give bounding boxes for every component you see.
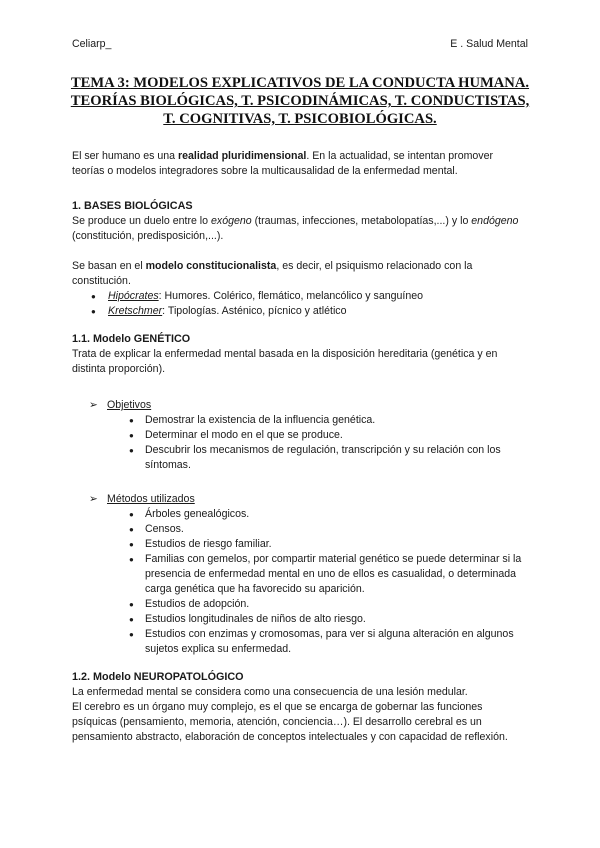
bullet-icon: ● [129,446,134,455]
list-item: ● Estudios con enzimas y cromosomas, para ver si alguna alteración en algunos sujetos explica su enfermedad. [129,628,514,655]
section-1-2-heading: 1.2. Modelo NEUROPATOLÓGICO [72,671,244,683]
list-item: ● Descubrir los mecanismos de regulación, transcripción y su relación con los síntomas. [129,444,501,471]
arrow-icon: ➢ [89,493,98,505]
section-1-2-paragraph-2: El cerebro es un órgano muy complejo, es el que se encarga de gobernar las funciones psíquicas (pensamiento, memoria, atención, conciencia…). El desarrollo cerebral es un pensamiento abstracto, elaboración de conceptos intelectuales y con capacidad de reflexión. [72,701,508,743]
list-item: ● Estudios longitudinales de niños de alto riesgo. [129,613,366,625]
section-1-2-paragraph-1: La enfermedad mental se considera como una consecuencia de una lesión medular. [72,686,468,698]
title-line-3: T. COGNITIVAS, T. PSICOBIOLÓGICAS. [163,111,437,127]
bullet-icon: ● [129,416,134,425]
bullet-icon: ● [129,540,134,549]
header-author: Celiarp_ [72,38,112,50]
objetivos-heading: ➢ Objetivos [89,399,152,411]
bullet-icon: ● [91,307,96,316]
arrow-icon: ➢ [89,399,98,411]
list-item: ● Hipócrates: Humores. Colérico, flemático, melancólico y sanguíneo [91,290,424,302]
section-1-1-paragraph: Trata de explicar la enfermedad mental basada en la disposición hereditaria (genética y en distinta proporción). [72,348,498,375]
section-1-paragraph-1: Se produce un duelo entre lo exógeno (traumas, infecciones, metabolopatías,...) y lo endógeno (constitución, predisposición,...). [72,215,519,242]
bullet-icon: ● [129,555,134,564]
list-item: ● Determinar el modo en el que se produce. [129,429,343,441]
list-item: ● Kretschmer: Tipologías. Asténico, pícnico y atlético [91,305,347,317]
title-line-1: TEMA 3: MODELOS EXPLICATIVOS DE LA CONDUCTA HUMANA. [70,75,530,91]
bullet-icon: ● [129,600,134,609]
bullet-icon: ● [91,292,96,301]
metodos-heading: ➢ Métodos utilizados [89,493,195,505]
section-1-paragraph-2: Se basan en el modelo constitucionalista, es decir, el psiquismo relacionado con la constitución. [72,260,473,287]
list-item: ● Estudios de riesgo familiar. [129,538,272,550]
bullet-icon: ● [129,630,134,639]
metodos-list [72,507,528,657]
section-1-1-heading: 1.1. Modelo GENÉTICO [72,333,191,345]
section-1-heading: 1. BASES BIOLÓGICAS [72,200,193,212]
page-title [60,74,540,128]
bullet-icon: ● [129,510,134,519]
bullet-icon: ● [129,525,134,534]
list-item: ● Estudios de adopción. [129,598,250,610]
objetivos-list [72,413,528,473]
list-item: ● Árboles genealógicos. [129,508,250,520]
bullet-icon: ● [129,431,134,440]
bullet-icon: ● [129,615,134,624]
document-body [72,149,528,745]
intro-paragraph: El ser humano es una realidad pluridimensional. En la actualidad, se intentan promover teorías o modelos integradores sobre la multicausalidad de la enfermedad mental. [72,150,494,177]
section-1-list [72,289,528,319]
list-item: ● Censos. [129,523,184,535]
list-item: ● Familias con gemelos, por compartir material genético se puede determinar si la presencia de enfermedad mental en uno de ellos es casualidad, o determinada carga genética que ha favorecido su aparición. [129,553,522,595]
list-item: ● Demostrar la existencia de la influencia genética. [129,414,376,426]
title-line-2: TEORÍAS BIOLÓGICAS, T. PSICODINÁMICAS, T. CONDUCTISTAS, [70,93,530,109]
header-subject: E . Salud Mental [450,38,528,50]
